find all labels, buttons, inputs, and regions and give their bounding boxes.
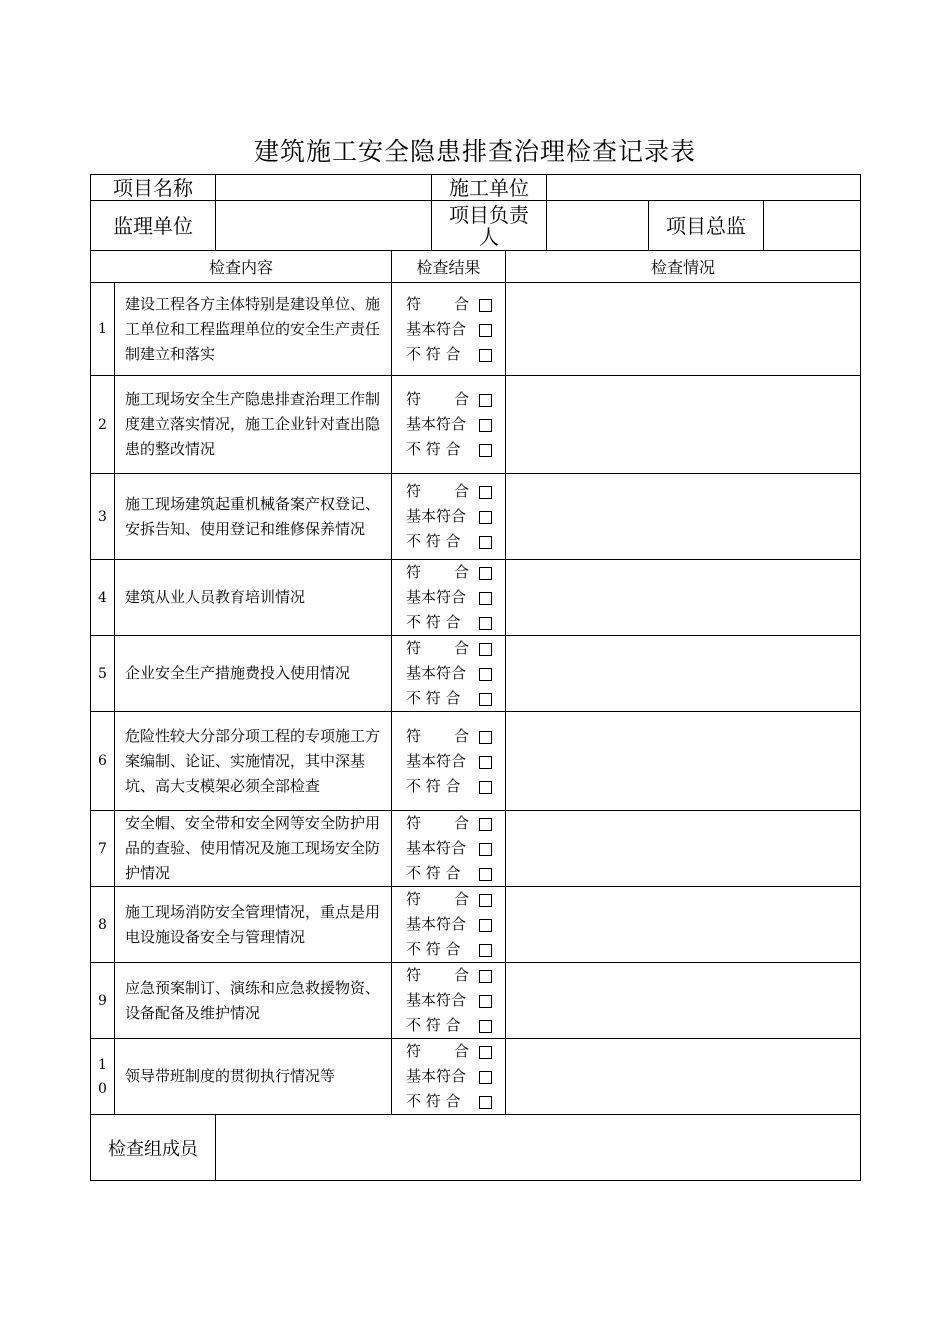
members-row	[91, 1115, 861, 1181]
checkbox-icon[interactable]	[479, 919, 492, 932]
checkbox-icon[interactable]	[479, 444, 492, 457]
project-manager-label: 项目负责人	[432, 201, 547, 251]
column-header-result: 检查结果	[392, 251, 506, 283]
checkbox-icon[interactable]	[479, 995, 492, 1008]
item-number-char: 8	[98, 916, 107, 933]
item-number	[91, 1039, 115, 1115]
construction-unit-label: 施工单位	[432, 175, 547, 201]
item-number	[91, 283, 115, 376]
option-basic-conform[interactable]	[406, 749, 492, 774]
checkbox-icon[interactable]	[479, 1020, 492, 1033]
item-situation-field[interactable]	[506, 474, 861, 560]
option-nonconform[interactable]	[406, 1013, 492, 1038]
option-basic-conform-label: 基本符合	[406, 319, 467, 338]
option-basic-conform[interactable]	[406, 836, 492, 861]
option-nonconform-label: 不 符 合	[406, 613, 461, 631]
option-nonconform[interactable]	[406, 686, 492, 711]
item-number	[91, 560, 115, 636]
option-nonconform[interactable]	[406, 342, 492, 367]
option-conform[interactable]	[406, 1039, 492, 1064]
item-situation-field[interactable]	[506, 560, 861, 636]
option-conform[interactable]	[406, 560, 492, 585]
item-number	[91, 887, 115, 963]
option-conform[interactable]	[406, 963, 492, 988]
result-options	[392, 283, 506, 376]
item-number-char: 7	[98, 840, 107, 857]
item-situation-field[interactable]	[506, 283, 861, 376]
item-number	[91, 811, 115, 887]
option-conform-char-2: 合	[453, 563, 469, 581]
option-conform[interactable]	[406, 811, 492, 836]
option-conform[interactable]	[406, 387, 492, 412]
option-nonconform-label: 不 符 合	[406, 532, 461, 550]
option-basic-conform-label: 基本符合	[406, 839, 467, 857]
item-number-char: 6	[98, 753, 107, 769]
item-situation-field[interactable]	[506, 376, 861, 474]
supervision-unit-label: 监理单位	[91, 201, 216, 251]
option-conform-char-1: 符	[406, 814, 422, 832]
option-basic-conform[interactable]	[406, 412, 492, 437]
option-conform[interactable]	[406, 636, 492, 661]
option-basic-conform-label: 基本符合	[406, 507, 467, 525]
option-conform-char-2: 合	[453, 814, 469, 832]
option-nonconform-label: 不 符 合	[406, 940, 461, 958]
option-basic-conform-label: 基本符合	[406, 991, 467, 1009]
checkbox-icon[interactable]	[479, 299, 492, 312]
result-options	[392, 811, 506, 887]
column-header-situation: 检查情况	[506, 251, 861, 283]
checkbox-icon[interactable]	[479, 731, 492, 744]
item-number-char: 1	[98, 321, 107, 337]
item-content: 安全帽、安全带和安全网等安全防护用品的查验、使用情况及施工现场安全防护情况	[115, 811, 392, 887]
item-content: 领导带班制度的贯彻执行情况等	[115, 1039, 392, 1115]
option-conform[interactable]	[406, 887, 492, 912]
item-content: 施工现场安全生产隐患排查治理工作制度建立落实情况，施工企业针对查出隐患的整改情况	[115, 376, 392, 474]
option-nonconform-label: 不 符 合	[406, 344, 461, 363]
checkbox-icon[interactable]	[479, 486, 492, 499]
item-content: 建筑从业人员教育培训情况	[115, 560, 392, 636]
item-number-char: 4	[98, 589, 107, 606]
result-options	[392, 376, 506, 474]
column-header-content: 检查内容	[91, 251, 392, 283]
option-basic-conform[interactable]	[406, 988, 492, 1013]
item-content: 应急预案制订、演练和应急救援物资、设备配备及维护情况	[115, 963, 392, 1039]
checkbox-icon[interactable]	[479, 944, 492, 957]
checkbox-icon[interactable]	[479, 592, 492, 605]
inspection-table	[90, 174, 861, 1181]
option-nonconform-label: 不 符 合	[406, 440, 461, 458]
option-nonconform-label: 不 符 合	[406, 1092, 461, 1110]
checkbox-icon[interactable]	[479, 1071, 492, 1084]
checkbox-icon[interactable]	[479, 1096, 492, 1109]
option-conform-char-1: 符	[406, 890, 422, 908]
option-nonconform[interactable]	[406, 610, 492, 635]
item-content: 建设工程各方主体特别是建设单位、施工单位和工程监理单位的安全生产责任制建立和落实	[115, 283, 392, 376]
table-row	[91, 963, 861, 1039]
item-number	[91, 712, 115, 811]
table-row	[91, 283, 861, 376]
result-options	[392, 887, 506, 963]
checkbox-icon[interactable]	[479, 643, 492, 656]
option-basic-conform-label: 基本符合	[406, 751, 467, 770]
option-conform-char-1: 符	[406, 563, 422, 581]
option-conform-char-1: 符	[406, 639, 422, 657]
checkbox-icon[interactable]	[479, 1046, 492, 1059]
checkbox-icon[interactable]	[479, 394, 492, 407]
option-conform-char-2: 合	[453, 390, 469, 408]
chief-supervisor-label: 项目总监	[649, 201, 764, 251]
checkbox-icon[interactable]	[479, 567, 492, 580]
item-number-char: 2	[98, 416, 107, 433]
option-nonconform-label: 不 符 合	[406, 864, 461, 882]
result-options	[392, 1039, 506, 1115]
item-number	[91, 376, 115, 474]
option-conform-char-1: 符	[406, 294, 422, 313]
option-conform-char-1: 符	[406, 966, 422, 984]
option-conform-char-2: 合	[453, 726, 469, 745]
option-basic-conform[interactable]	[406, 661, 492, 686]
option-nonconform-label: 不 符 合	[406, 776, 461, 795]
item-number	[91, 636, 115, 712]
checkbox-icon[interactable]	[479, 617, 492, 630]
option-conform-char-2: 合	[453, 1042, 469, 1060]
item-content: 企业安全生产措施费投入使用情况	[115, 636, 392, 712]
table-row	[91, 811, 861, 887]
checkbox-icon[interactable]	[479, 668, 492, 681]
checkbox-icon[interactable]	[479, 756, 492, 769]
item-situation-field[interactable]	[506, 1039, 861, 1115]
option-conform-char-1: 符	[406, 482, 422, 500]
item-number	[91, 474, 115, 560]
option-basic-conform[interactable]	[406, 912, 492, 937]
item-content: 危险性较大分部分项工程的专项施工方案编制、论证、实施情况，其中深基坑、高大支模架必须全部检查	[115, 712, 392, 811]
option-nonconform[interactable]	[406, 774, 492, 799]
option-basic-conform-label: 基本符合	[406, 1067, 467, 1085]
checkbox-icon[interactable]	[479, 894, 492, 907]
result-options	[392, 963, 506, 1039]
table-row	[91, 712, 861, 811]
supervision-unit-field[interactable]	[216, 201, 432, 251]
item-number	[91, 963, 115, 1039]
option-basic-conform-label: 基本符合	[406, 588, 467, 606]
project-name-field[interactable]	[216, 175, 432, 201]
checkbox-icon[interactable]	[479, 349, 492, 362]
members-field[interactable]	[216, 1115, 861, 1181]
checkbox-icon[interactable]	[479, 970, 492, 983]
table-row	[91, 474, 861, 560]
option-basic-conform-label: 基本符合	[406, 915, 467, 933]
option-conform-char-2: 合	[453, 639, 469, 657]
result-options	[392, 474, 506, 560]
item-number-char: 3	[98, 508, 107, 525]
chief-supervisor-field[interactable]	[764, 201, 861, 251]
item-content: 施工现场建筑起重机械备案产权登记、安拆告知、使用登记和维修保养情况	[115, 474, 392, 560]
option-nonconform[interactable]	[406, 1089, 492, 1114]
column-header-row	[91, 251, 861, 283]
form-title: 建筑施工安全隐患排查治理检查记录表	[253, 137, 696, 166]
checkbox-icon[interactable]	[479, 419, 492, 432]
option-basic-conform[interactable]	[406, 317, 492, 342]
checkbox-icon[interactable]	[479, 868, 492, 881]
option-conform-char-2: 合	[453, 966, 469, 984]
option-conform-char-2: 合	[453, 294, 469, 313]
item-situation-field[interactable]	[506, 636, 861, 712]
option-nonconform-label: 不 符 合	[406, 689, 461, 707]
checkbox-icon[interactable]	[479, 536, 492, 549]
option-conform-char-1: 符	[406, 1042, 422, 1060]
item-content: 施工现场消防安全管理情况，重点是用电设施设备安全与管理情况	[115, 887, 392, 963]
construction-unit-field[interactable]	[547, 175, 861, 201]
checkbox-icon[interactable]	[479, 818, 492, 831]
option-nonconform[interactable]	[406, 861, 492, 886]
option-nonconform-label: 不 符 合	[406, 1016, 461, 1034]
option-basic-conform[interactable]	[406, 585, 492, 610]
table-row	[91, 887, 861, 963]
table-row	[91, 560, 861, 636]
option-conform-char-2: 合	[453, 890, 469, 908]
item-number-char: 9	[98, 992, 107, 1009]
result-options	[392, 636, 506, 712]
header-row-1	[91, 175, 861, 201]
option-nonconform[interactable]	[406, 937, 492, 962]
option-basic-conform[interactable]	[406, 504, 492, 529]
option-conform[interactable]	[406, 479, 492, 504]
table-row	[91, 1039, 861, 1115]
option-conform-char-1: 符	[406, 726, 422, 745]
result-options	[392, 560, 506, 636]
item-situation-field[interactable]	[506, 963, 861, 1039]
item-situation-field[interactable]	[506, 887, 861, 963]
option-nonconform[interactable]	[406, 437, 492, 462]
option-basic-conform-label: 基本符合	[406, 415, 467, 433]
option-conform[interactable]	[406, 724, 492, 749]
table-row	[91, 636, 861, 712]
checkbox-icon[interactable]	[479, 781, 492, 794]
checkbox-icon[interactable]	[479, 843, 492, 856]
option-conform[interactable]	[406, 292, 492, 317]
item-number-char: 5	[98, 665, 107, 682]
project-manager-field[interactable]	[547, 201, 649, 251]
item-situation-field[interactable]	[506, 712, 861, 811]
result-options	[392, 712, 506, 811]
checkbox-icon[interactable]	[479, 511, 492, 524]
checkbox-icon[interactable]	[479, 324, 492, 337]
option-conform-char-1: 符	[406, 390, 422, 408]
option-nonconform[interactable]	[406, 529, 492, 554]
option-basic-conform[interactable]	[406, 1064, 492, 1089]
option-basic-conform-label: 基本符合	[406, 664, 467, 682]
option-conform-char-2: 合	[453, 482, 469, 500]
header-row-2	[91, 201, 861, 251]
project-name-label: 项目名称	[91, 175, 216, 201]
members-label: 检查组成员	[91, 1115, 216, 1181]
item-number-char: 1	[98, 1056, 107, 1073]
item-situation-field[interactable]	[506, 811, 861, 887]
item-number-char: 0	[98, 1080, 107, 1097]
checkbox-icon[interactable]	[479, 693, 492, 706]
table-row	[91, 376, 861, 474]
